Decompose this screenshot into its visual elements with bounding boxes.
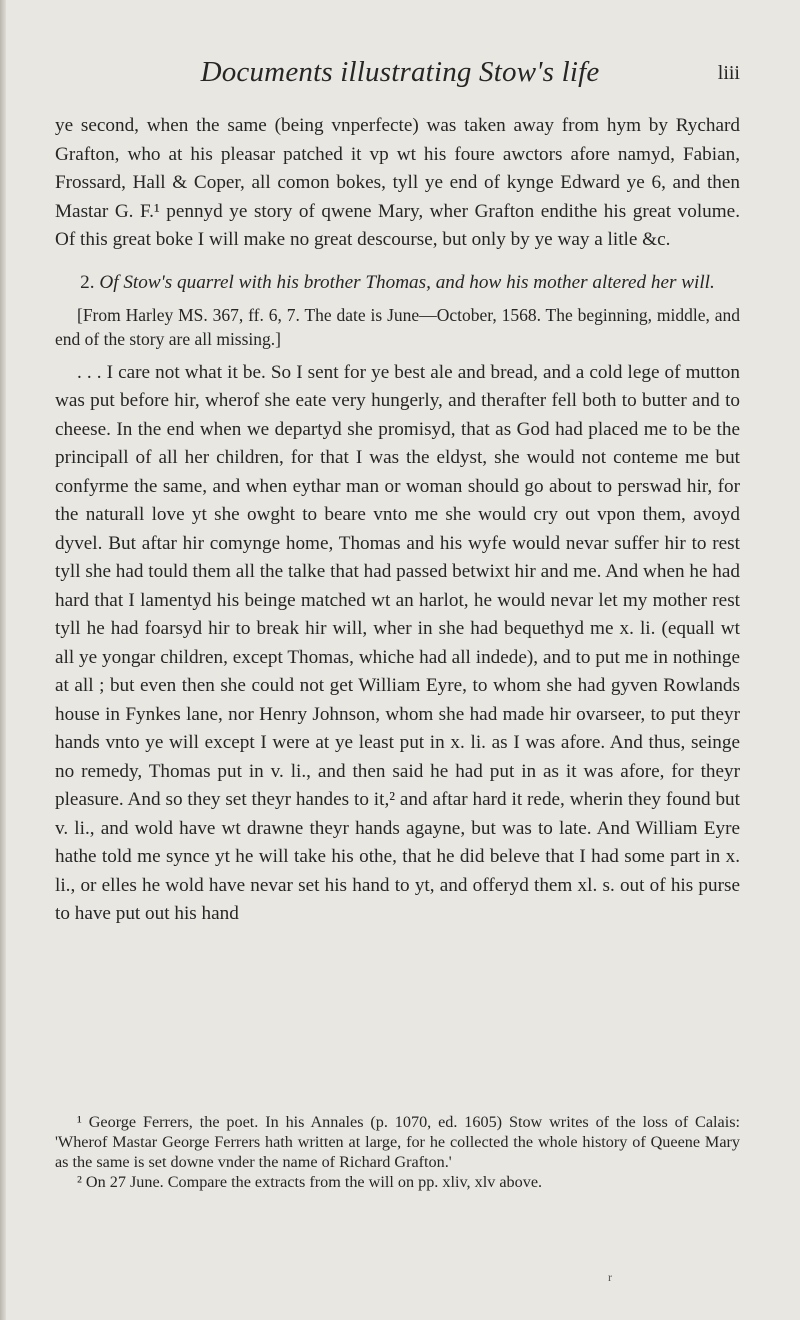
running-title: Documents illustrating Stow's life [200,56,600,88]
page-binding-edge [0,0,6,1320]
source-note: [From Harley MS. 367, ff. 6, 7. The date is June—October, 1568. The beginning, middle, and end of the story are all missing.] [55,304,740,349]
continuation-paragraph: ye second, when the same (being vnperfecte) was taken away from hym by Rychard Grafton, who at his pleasar patched it vp wt his foure awctors afore namyd, Fabian, Frossard, Hall & Coper, all comon bokes, tyll ye end of kynge Edward ye 6, and then Mastar G. F.¹ pennyd ye story of qwene Mary, wher Grafton endithe his great volume. Of this great boke I will make no great descourse, but only by ye way a litle &c. [55,115,740,250]
page-header [0,56,800,96]
body-text [55,112,740,929]
footnote-1: ¹ George Ferrers, the poet. In his Annales (p. 1070, ed. 1605) Stow writes of the loss of Calais: 'Wherof Mastar George Ferrers hath written at large, for he collected the whole history of Queene Mary as the same is set downe vnder the name of Richard Grafton.' [55,1113,740,1171]
page-number: liii [717,62,740,84]
section-title: Of Stow's quarrel with his brother Thomas, and how his mother altered her will. [99,271,715,293]
footnote-2: ² On 27 June. Compare the extracts from the will on pp. xliv, xlv above. [77,1173,543,1191]
section-number: 2. [80,271,95,293]
main-paragraph: . . . I care not what it be. So I sent for ye best ale and bread, and a cold lege of mutton was put before hir, wherof she eate very hungerly, and therafter fell both to butter and to cheese. In the end when we departyd she promisyd, that as God had placed me to be the principall of all her children, for that I was the eldyst, she would not conteme me but confyrme the same, and when eythar man or woman should go about to perswad hir, for the naturall love yt she owght to beare vnto me she would cry out vpon them, avoyd dyvel. But aftar hir comynge home, Thomas and his wyfe would nevar suffer hir to rest tyll she had tould them all the talke that had passed betwixt hir and me. And when he had hard that I lamentyd his beinge matched wt an harlot, he would nevar let my mother rest tyll he had foarsyd hir to break hir will, wher in she had bequethyd me x. li. (equall wt all ye yongar children, except Thomas, whiche had all indede), and to put me in nothinge at all ; but even then she could not get William Eyre, to whom she had gyven Rowlands house in Fynkes lane, nor Henry Johnson, whom she had made hir ovarseer, to put theyr hands vnto ye will except I were at ye least put in x. li. as I was afore. And thus, seinge no remedy, Thomas put in v. li., and then said he had put in as it was afore, for theyr pleasure. And so they set theyr handes to it,² and aftar hard it rede, wherin they found but v. li., and wold have wt drawne theyr hands agayne, but was to late. And William Eyre hathe told me synce yt he will take his othe, that he did beleve that I had some part in x. li., or elles he wold have nevar set his hand to yt, and offeryd them xl. s. out of his purse to have put out his hand [55,361,740,924]
signature-mark: r [608,1270,612,1284]
section-heading [55,269,740,297]
footnotes [55,1112,740,1192]
